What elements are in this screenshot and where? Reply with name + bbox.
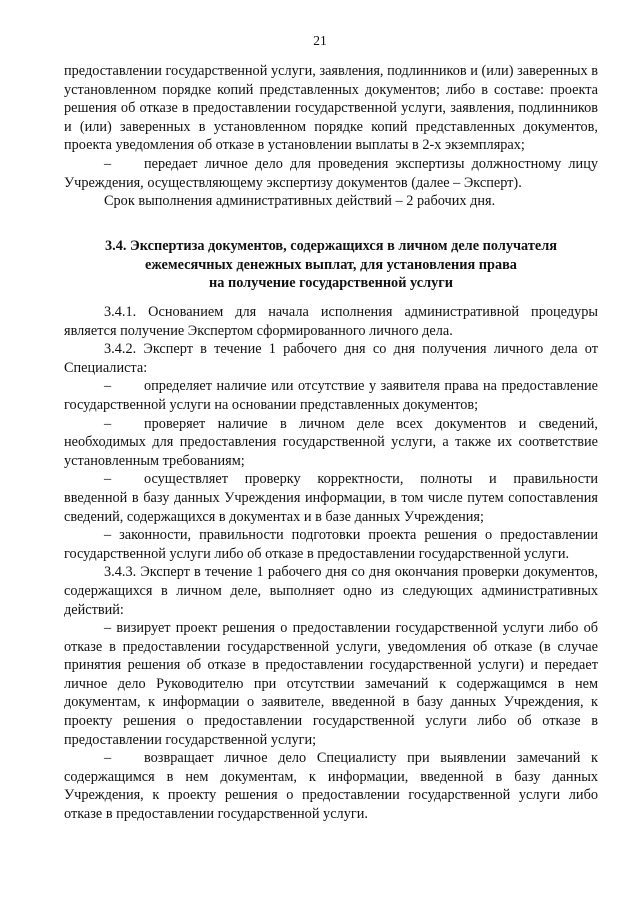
dash-marker: – <box>104 378 112 395</box>
section-body <box>64 303 598 824</box>
heading-line-3: на получение государственной услуги <box>209 275 453 292</box>
paragraph-term: Срок выполнения административных действий – 2 рабочих дня. <box>104 193 496 210</box>
paragraph-3-4-1: 3.4.1. Основанием для начала исполнения административной процедуры является получение Экспертом сформированного личного дела. <box>64 304 598 339</box>
heading-line-2: ежемесячных денежных выплат, для установления права <box>145 256 517 273</box>
dash-marker: – <box>104 415 112 432</box>
list-item-legality: – законности, правильности подготовки проекта решения о предоставлении государственной услуги либо об отказе в предоставлении государственной услуги. <box>64 527 598 562</box>
list-item-transfer <box>64 155 598 192</box>
list-item-determine <box>64 377 598 414</box>
list-item-text: определяет наличие или отсутствие у заявителя права на предоставление государственной услуги на основании представленных документов; <box>64 378 598 413</box>
top-section <box>64 62 598 211</box>
section-heading <box>64 237 598 293</box>
paragraph-3-4-2: 3.4.2. Эксперт в течение 1 рабочего дня со дня получения личного дела от Специалиста: <box>64 341 598 376</box>
dash-marker: – <box>104 155 112 172</box>
page-number: 21 <box>313 33 327 48</box>
paragraph-3-4-3: 3.4.3. Эксперт в течение 1 рабочего дня со дня окончания проверки документов, содержащихся в личном деле, выполняет одно из следующих административных действий: <box>64 564 598 618</box>
list-item-verify <box>64 470 598 526</box>
list-item-endorse: – визирует проект решения о предоставлении государственной услуги либо об отказе в предоставлении государственной услуги, уведомления об отказе (в случае принятия решения об отказе в предоставлении государственной услуги) и передает личное дело Руководителю при отсутствии замечаний к содержащимся в нем документам, к информации о заявителе, введенной в базу данных Учреждения, к проекту решения о предоставлении государственной услуги либо об отказе в предоставлении государственной услуги; <box>64 620 598 748</box>
heading-line-1: 3.4. Экспертиза документов, содержащихся в личном деле получателя <box>105 238 557 254</box>
dash-marker: – <box>104 750 112 767</box>
dash-marker: – <box>104 471 112 488</box>
paragraph-continuation: предоставлении государственной услуги, заявления, подлинников и (или) заверенных в установленном порядке копий представленных документов; либо в составе: проекта решения об отказе в предоставлении государственной услуги, заявления, подлинников и (или) заверенных в установленном порядке копий представленных документов, проекта уведомления об отказе в установлении выплаты в 2-х экземплярах; <box>64 63 598 154</box>
list-item-text: передает личное дело для проведения экспертизы должностному лицу Учреждения, осуществляющему экспертизу документов (далее – Эксперт). <box>64 155 598 191</box>
list-item-text: проверяет наличие в личном деле всех документов и сведений, необходимых для предоставления государственной услуги, а также их соответствие установленным требованиям; <box>64 415 598 469</box>
list-item-return <box>64 749 598 823</box>
list-item-check <box>64 415 598 471</box>
list-item-text: осуществляет проверку корректности, полноты и правильности введенной в базу данных Учреждения информации, в том числе путем сопоставления сведений, содержащихся в документах и в базе данных Учреждения; <box>64 471 598 525</box>
list-item-text: возвращает личное дело Специалисту при выявлении замечаний к содержащимся в нем документам, к информации, введенной в базу данных Учреждения, к проекту решения о предоставлении государственной услуги либо отказе в предоставлении государственной услуги. <box>64 750 598 823</box>
